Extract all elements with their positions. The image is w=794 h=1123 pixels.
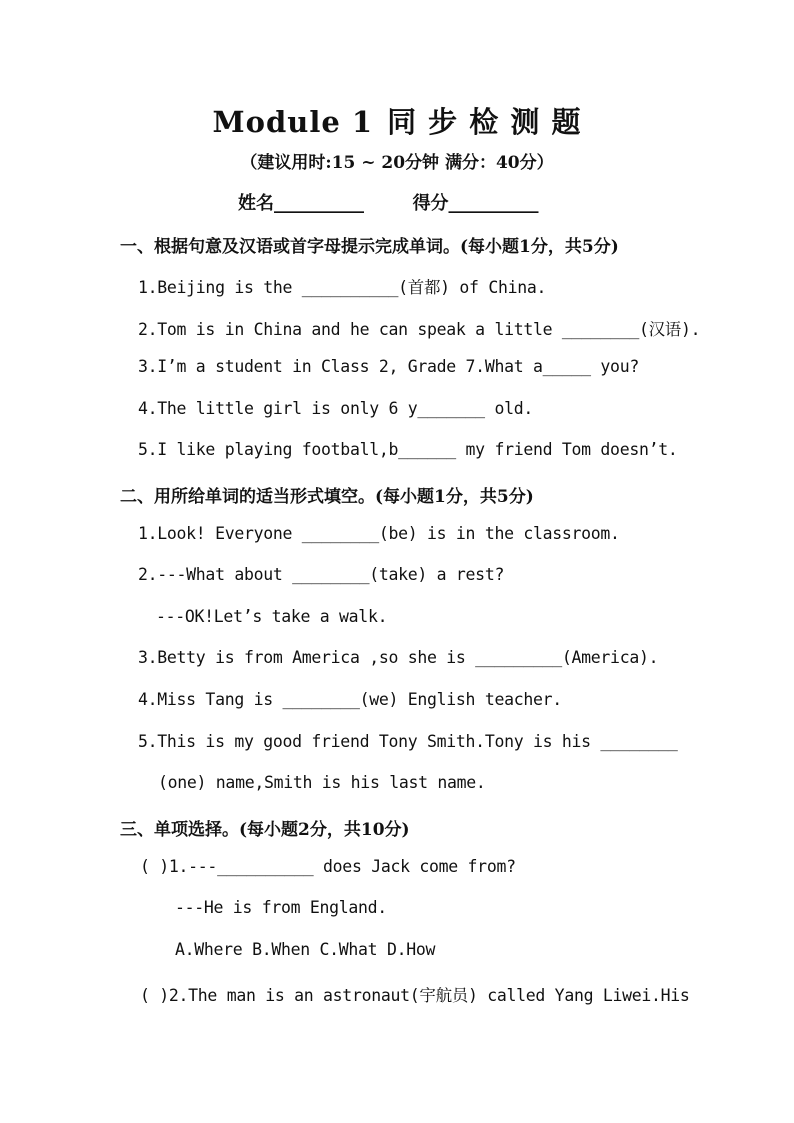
section2-item-2-reply: ---OK!Let’s take a walk. (156, 607, 388, 626)
section2-item-4: 4.Miss Tang is ________(we) English teacher. (138, 690, 562, 709)
section2-item-5: 5.This is my good friend Tony Smith.Tony is his ________ (138, 732, 678, 751)
page-subtitle: （建议用时:15 ~ 20分钟 满分：40分） (240, 153, 554, 173)
section2-item-5-cont: (one) name,Smith is his last name. (158, 773, 486, 792)
section1-item-3: 3.I’m a student in Class 2, Grade 7.What a_____ you? (138, 357, 639, 376)
section2-item-1: 1.Look! Everyone ________(be) is in the classroom. (138, 524, 620, 543)
title-module: Module 1 (212, 105, 374, 139)
section3-q1-answer: ---He is from England. (175, 898, 387, 917)
section1-item-1: 1.Beijing is the __________(首都) of China. (138, 278, 547, 297)
score-label: 得分__________ (412, 193, 539, 214)
section2-item-3: 3.Betty is from America ,so she is _________(America). (138, 648, 659, 667)
section3-q2-stem: ( )2.The man is an astronaut(宇航员) called Yang Liwei.His (140, 986, 690, 1005)
section3-heading: 三、单项选择。(每小题2分，共10分) (120, 820, 410, 840)
section1-item-5: 5.I like playing football,b______ my friend Tom doesn’t. (138, 440, 678, 459)
page-title (0, 100, 794, 141)
section1-heading: 一、根据句意及汉语或首字母提示完成单词。(每小题1分，共5分) (120, 237, 619, 257)
title-chinese: 同 步 检 测 题 (387, 105, 582, 139)
name-label: 姓名__________ (238, 193, 364, 214)
section1-item-2: 2.Tom is in China and he can speak a little ________(汉语). (138, 320, 701, 339)
section3-q1-stem: ( )1.---__________ does Jack come from? (140, 857, 516, 876)
section2-item-2: 2.---What about ________(take) a rest? (138, 565, 505, 584)
section1-item-4: 4.The little girl is only 6 y_______ old. (138, 399, 533, 418)
name-score-row (238, 189, 539, 215)
section2-heading: 二、用所给单词的适当形式填空。(每小题1分，共5分) (120, 487, 534, 507)
section3-q1-options: A.Where B.When C.What D.How (175, 940, 436, 959)
